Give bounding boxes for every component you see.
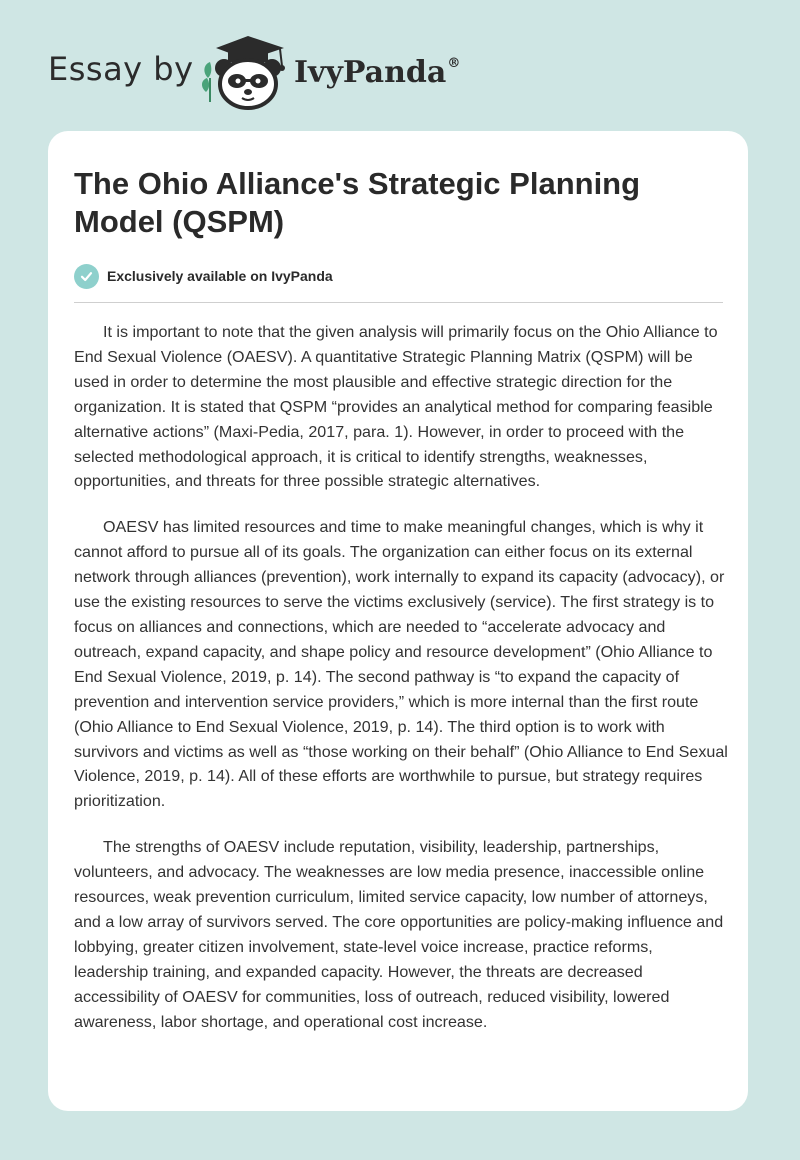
- panda-graduate-icon[interactable]: [198, 32, 290, 112]
- check-circle-icon: [74, 264, 99, 289]
- site-header: [0, 0, 800, 120]
- article-body: [74, 320, 729, 1055]
- brand-logo-text[interactable]: IvyPanda®: [294, 55, 461, 90]
- essay-by-label: Essay by: [48, 50, 194, 88]
- paragraph: It is important to note that the given analysis will primarily focus on the Ohio Alliance to End Sexual Violence (OAESV). A quantitative Strategic Planning Matrix (QSPM) will be used in order to determine the most plausible and effective strategic direction for the organization. It is stated that QSPM “provides an analytical method for comparing feasible alternative actions” (Maxi-Pedia, 2017, para. 1). However, in order to proceed with the selected methodological approach, it is critical to identify strengths, weaknesses, opportunities, and threats for three possible strategic alternatives.: [74, 323, 718, 491]
- divider: [74, 302, 723, 303]
- exclusive-badge: [74, 263, 333, 289]
- essay-card: [48, 131, 748, 1111]
- page-title: The Ohio Alliance's Strategic Planning Model (QSPM): [74, 166, 641, 239]
- paragraph: The strengths of OAESV include reputation, visibility, leadership, partnerships, volunteers, and advocacy. The weaknesses are low media presence, inaccessible online resources, weak prevention curriculum, limited service capacity, low number of attorneys, and a low array of survivors served. The core opportunities are policy-making influence and lobbying, greater citizen involvement, state-level voice increase, practice reforms, leadership training, and expanded capacity. However, the threats are decreased accessibility of OAESV for communities, loss of outreach, reduced visibility, lowered awareness, labor shortage, and operational cost increase.: [74, 838, 724, 1031]
- paragraph: OAESV has limited resources and time to make meaningful changes, which is why it cannot afford to pursue all of its goals. The organization can either focus on its external network through alliances (prevention), work internally to expand its capacity (advocacy), or use the existing resources to serve the victims exclusively (service). The first strategy is to focus on alliances and connections, which are needed to “accelerate advocacy and outreach, expand capacity, and shape policy and resource development” (Ohio Alliance to End Sexual Violence, 2019, p. 14). The second pathway is “to expand the capacity of prevention and intervention service providers,” which is more internal than the first route (Ohio Alliance to End Sexual Violence, 2019, p. 14). The third option is to work with survivors and victims as well as “those working on their behalf” (Ohio Alliance to End Sexual Violence, 2019, p. 14). All of these efforts are worthwhile to pursue, but strategy requires prioritization.: [74, 518, 728, 811]
- badge-label: Exclusively available on IvyPanda: [107, 268, 333, 284]
